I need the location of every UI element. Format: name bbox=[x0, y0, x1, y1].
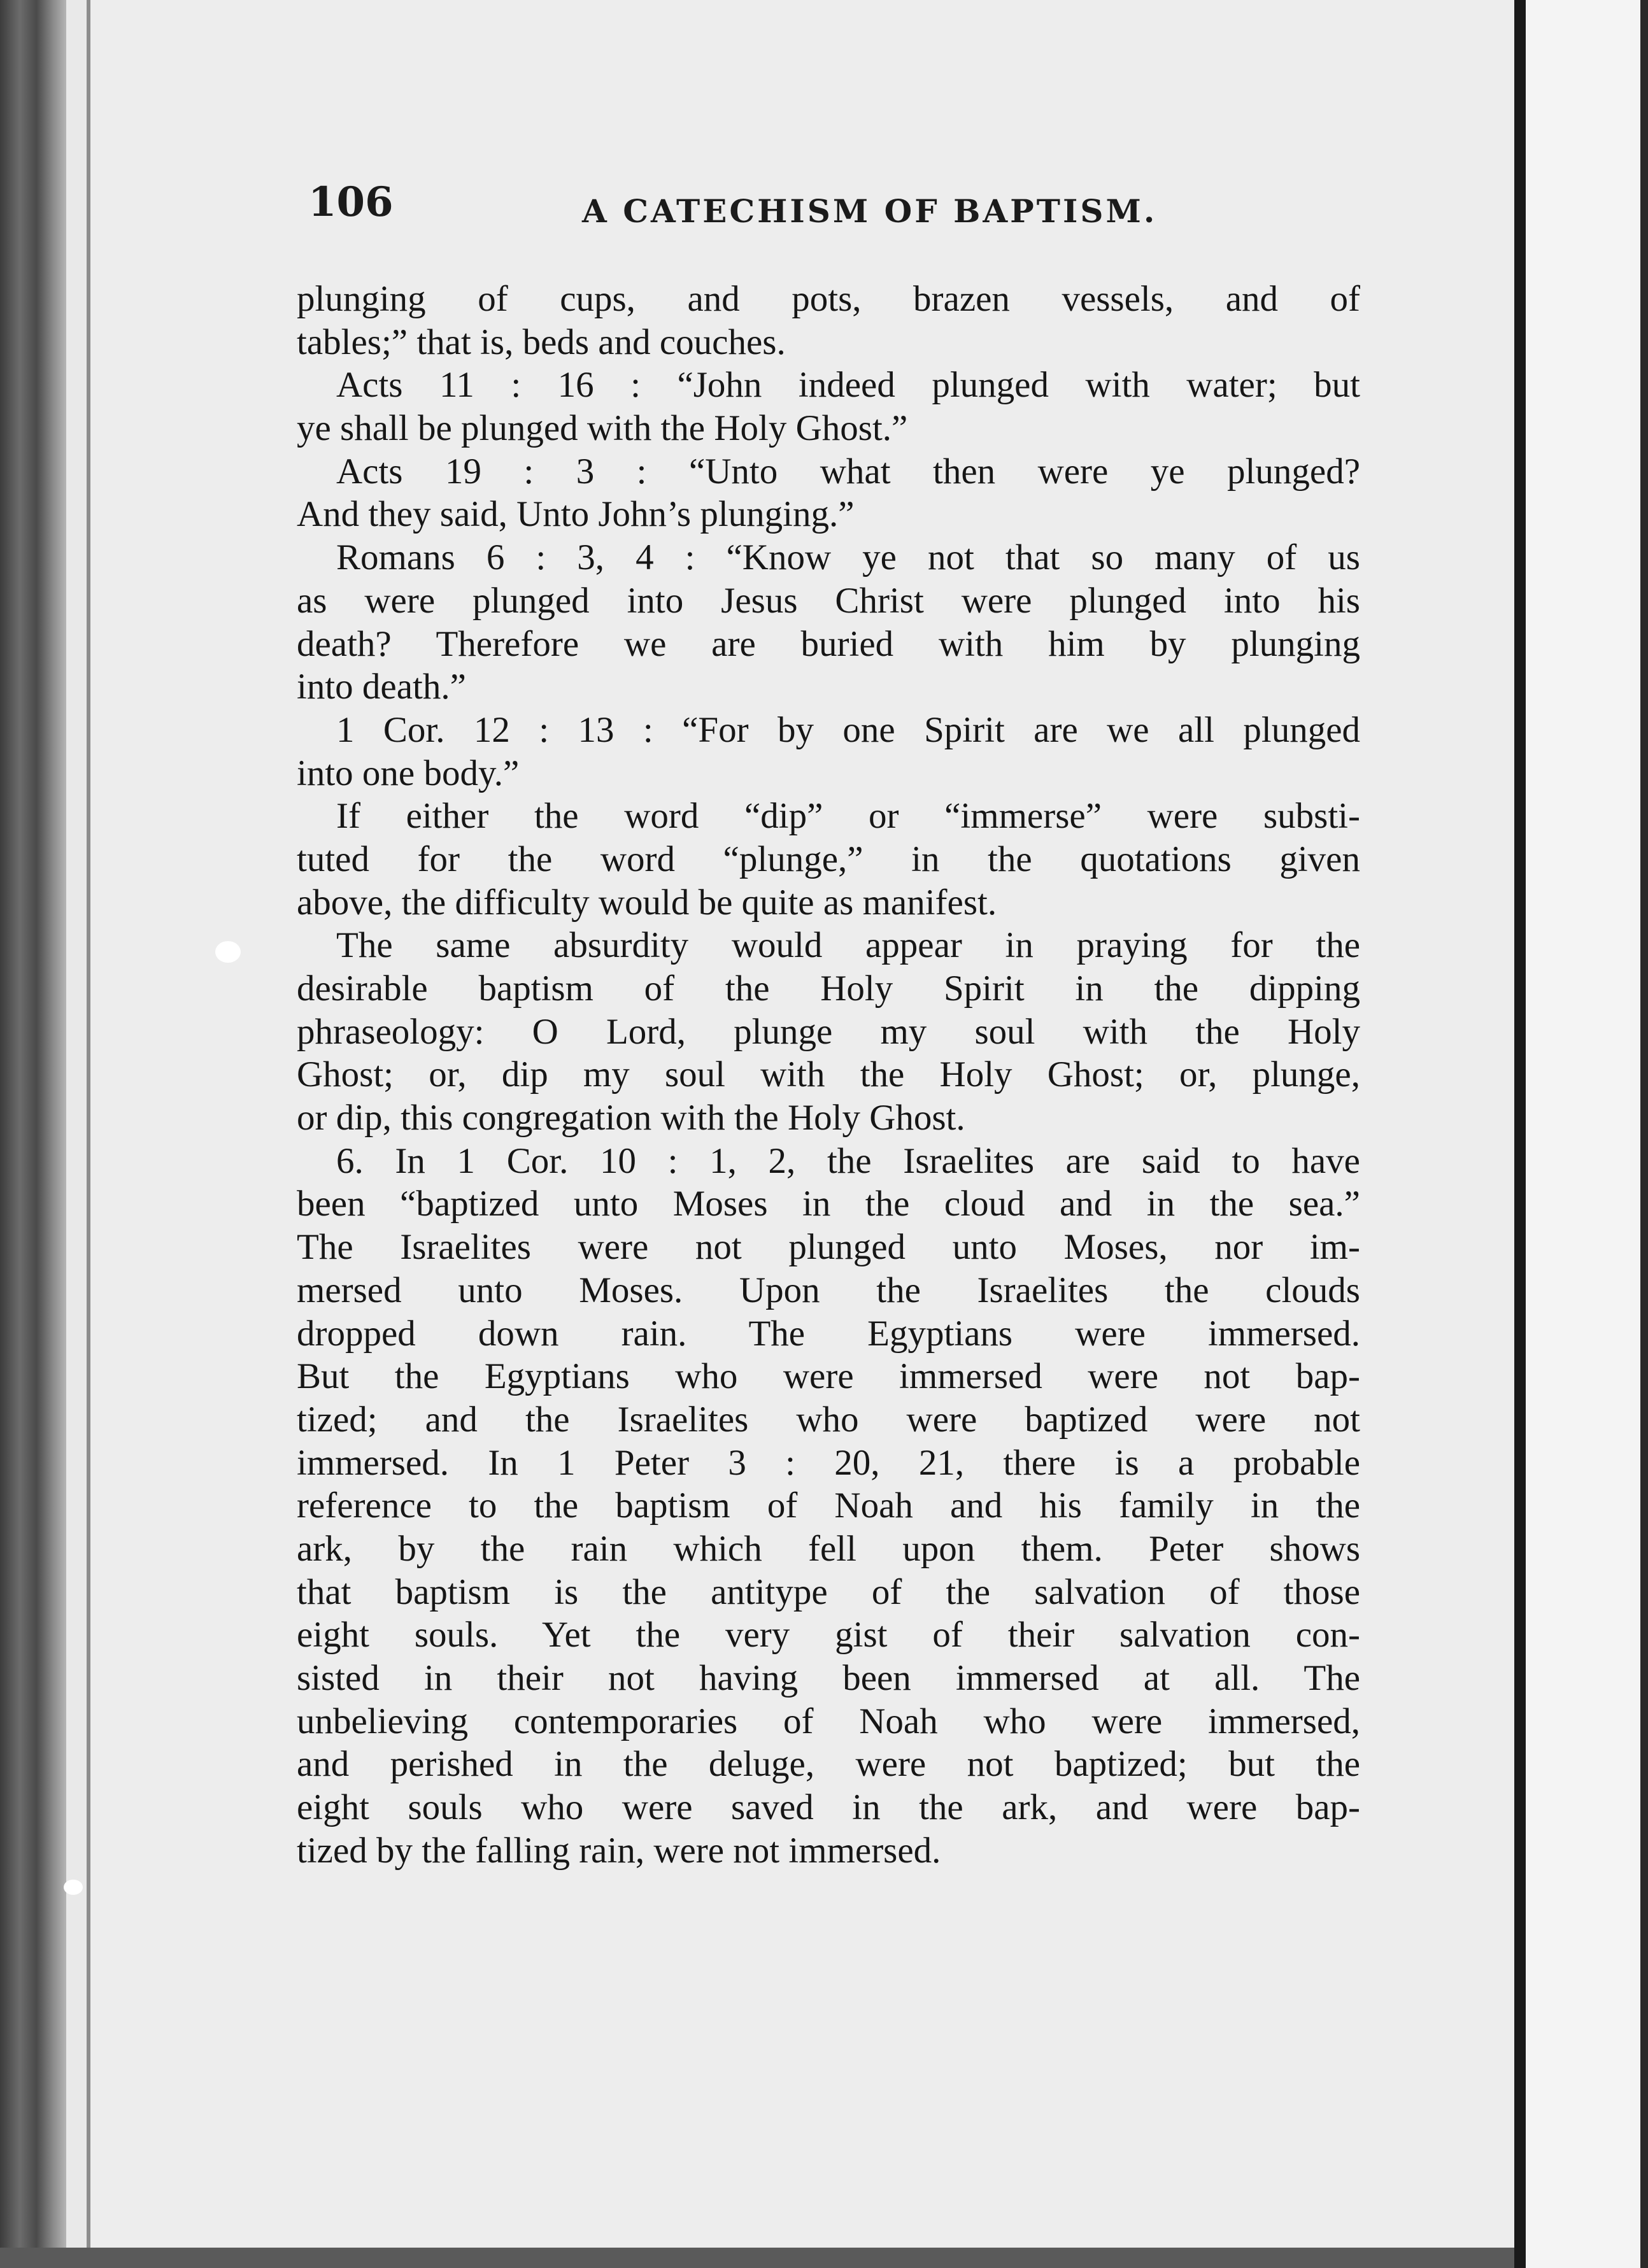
text-line: and perished in the deluge, were not baptized; but the bbox=[297, 1744, 1360, 1785]
text-line: Acts 11 : 16 : “John indeed plunged with water; but bbox=[336, 365, 1360, 406]
scan-edge-right bbox=[1640, 0, 1648, 2268]
paragraph bbox=[297, 709, 1360, 795]
text-line: And they said, Unto John’s plunging.” bbox=[297, 494, 855, 535]
scan-edge-bottom bbox=[0, 2248, 1514, 2268]
text-line: reference to the baptism of Noah and his family in the bbox=[297, 1485, 1360, 1526]
text-line: as were plunged into Jesus Christ were plunged into his bbox=[297, 580, 1360, 621]
paragraph bbox=[297, 924, 1360, 1139]
text-line: into death.” bbox=[297, 667, 466, 707]
text-line: Ghost; or, dip my soul with the Holy Ghost; or, plunge, bbox=[297, 1054, 1360, 1095]
text-line: dropped down rain. The Egyptians were immersed. bbox=[297, 1313, 1360, 1354]
text-line: tized; and the Israelites who were baptized were not bbox=[297, 1399, 1360, 1440]
text-line: into one body.” bbox=[297, 753, 520, 793]
text-line: plunging of cups, and pots, brazen vessels, and of bbox=[297, 279, 1360, 319]
text-line: or dip, this congregation with the Holy Ghost. bbox=[297, 1098, 965, 1138]
text-line: But the Egyptians who were immersed were not bap- bbox=[297, 1356, 1360, 1397]
text-line: immersed. In 1 Peter 3 : 20, 21, there is a probable bbox=[297, 1442, 1360, 1483]
text-line: eight souls. Yet the very gist of their salvation con- bbox=[297, 1615, 1360, 1655]
header-title: A CATECHISM OF BAPTISM. bbox=[582, 192, 1158, 230]
text-line: ark, by the rain which fell upon them. Peter shows bbox=[297, 1528, 1360, 1569]
text-line: been “baptized unto Moses in the cloud and in the sea.” bbox=[297, 1184, 1360, 1224]
facing-page-margin bbox=[1526, 0, 1648, 2268]
text-line: tuted for the word “plunge,” in the quotations given bbox=[297, 839, 1360, 879]
paragraph bbox=[297, 364, 1360, 450]
text-line: tables;” that is, beds and couches. bbox=[297, 322, 786, 362]
body-text bbox=[297, 278, 1360, 1872]
text-line: ye shall be plunged with the Holy Ghost.” bbox=[297, 408, 908, 449]
text-line: The same absurdity would appear in praying for the bbox=[336, 925, 1360, 966]
paper-speck bbox=[215, 941, 241, 963]
book-gutter-right bbox=[1514, 0, 1526, 2268]
paragraph bbox=[297, 1140, 1360, 1873]
text-line: sisted in their not having been immersed at all. The bbox=[297, 1658, 1360, 1698]
paragraph bbox=[297, 450, 1360, 536]
text-line: mersed unto Moses. Upon the Israelites the clouds bbox=[297, 1270, 1360, 1310]
text-line: death? Therefore we are buried with him by plunging bbox=[297, 623, 1360, 664]
text-line: Romans 6 : 3, 4 : “Know ye not that so many of us bbox=[336, 537, 1360, 578]
book-binding-left bbox=[0, 0, 66, 2268]
text-line: 6. In 1 Cor. 10 : 1, 2, the Israelites are said to have bbox=[336, 1140, 1360, 1181]
text-line: 1 Cor. 12 : 13 : “For by one Spirit are we all plunged bbox=[336, 709, 1360, 750]
running-head bbox=[308, 178, 1365, 236]
text-line: phraseology: O Lord, plunge my soul with the Holy bbox=[297, 1011, 1360, 1052]
paper-speck bbox=[64, 1880, 83, 1895]
text-line: Acts 19 : 3 : “Unto what then were ye plunged? bbox=[336, 451, 1360, 492]
text-line: eight souls who were saved in the ark, and were bap- bbox=[297, 1787, 1360, 1828]
text-line: tized by the falling rain, were not immersed. bbox=[297, 1830, 941, 1871]
text-line: If either the word “dip” or “immerse” were substi- bbox=[336, 796, 1360, 837]
paragraph bbox=[297, 795, 1360, 924]
text-line: The Israelites were not plunged unto Moses, nor im- bbox=[297, 1227, 1360, 1268]
text-line: that baptism is the antitype of the salvation of those bbox=[297, 1571, 1360, 1612]
paragraph bbox=[297, 536, 1360, 709]
text-line: unbelieving contemporaries of Noah who were immersed, bbox=[297, 1701, 1360, 1741]
paragraph bbox=[297, 278, 1360, 364]
page-number: 106 bbox=[308, 178, 394, 226]
text-line: above, the difficulty would be quite as manifest. bbox=[297, 882, 997, 923]
text-line: desirable baptism of the Holy Spirit in the dipping bbox=[297, 968, 1360, 1009]
